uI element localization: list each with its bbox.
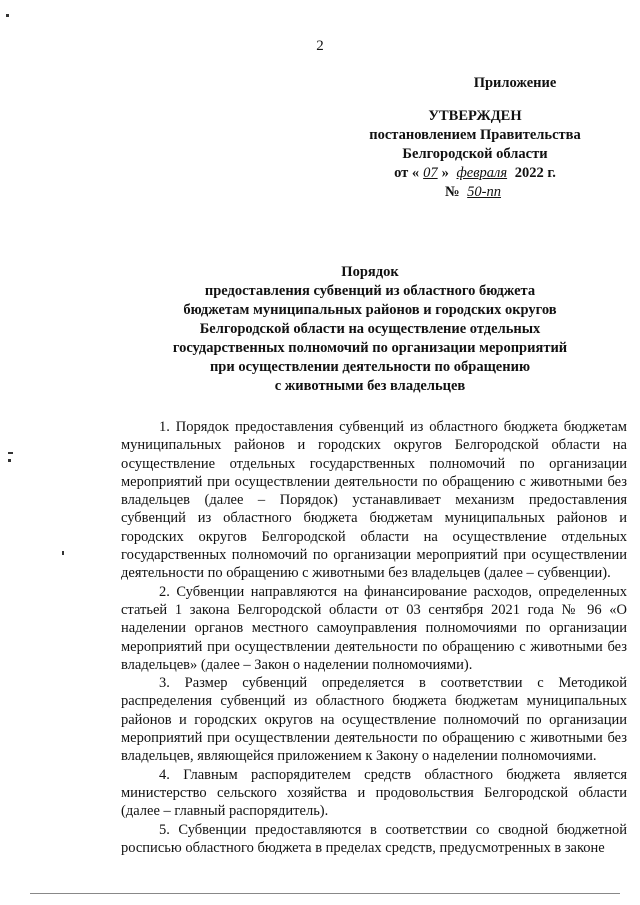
title-line: бюджетам муниципальных районов и городских округов [183,302,557,318]
approval-line-2: Белгородской области [402,146,548,162]
title-line: предоставления субвенций из областного бюджета [204,283,536,299]
title-line: Белгородской области на осуществление отдельных [199,321,541,337]
title-heading: Порядок [341,264,399,280]
approval-number [330,183,620,202]
scan-speck [8,452,13,454]
title-line: при осуществлении деятельности по обращению [209,359,531,375]
date-mid: » [441,165,449,181]
scan-speck [62,551,64,555]
approval-line-1: постановлением Правительства [369,127,581,143]
document-title [120,263,620,396]
title-line: с животными без владельцев [274,378,466,394]
date-day: 07 [423,165,438,181]
appendix-label: Приложение [473,75,557,91]
paragraph: 3. Размер субвенций определяется в соответствии с Методикой распределения субвенций из областного бюджета бюджетам муниципальных районов и городских округов на осуществление полномочий по организации мероприятий при осуществлении деятельности по обращению с животными без владельцев, являющейся приложением к Закону о наделении полномочиями. [121,675,627,765]
date-prefix: от « [394,165,420,181]
date-month: февраля [456,165,508,181]
page-number: 2 [316,38,324,54]
number-prefix: № [444,184,460,200]
paragraph: 2. Субвенции направляются на финансирование расходов, определенных статьей 1 закона Белгородской области от 03 сентября 2021 года № 96 «О наделении органов местного самоуправления полномочиями по организации мероприятий при осуществлении деятельности по обращению с животными без владельцев» (далее – Закон о наделении полномочиями). [121,583,627,673]
document-body [121,418,627,857]
approval-date [330,164,620,183]
date-year: 2022 г. [514,165,556,181]
number-value: 50-пп [467,184,502,200]
approval-block [330,74,620,202]
scan-speck [8,459,11,462]
paragraph: 5. Субвенции предоставляются в соответствии со сводной бюджетной росписью областного бюджета в пределах средств, предусмотренных в законе [121,821,627,856]
approved-label: УТВЕРЖДЕН [428,108,522,124]
scan-speck [6,14,9,17]
paragraph: 1. Порядок предоставления субвенций из областного бюджета бюджетам муниципальных районов и городских округов Белгородской области на осуществление отдельных государственных полномочий по организации мероприятий при осуществлении деятельности по обращению с животными без владельцев (далее – Порядок) устанавливает механизм предоставления субвенций из областного бюджета бюджетам муниципальных районов и городских округов Белгородской области на осуществление отдельных государственных полномочий по организации мероприятий при осуществлении деятельности по обращению с животными без владельцев (далее – субвенции). [121,419,627,582]
scan-bottom-edge [30,893,620,894]
title-line: государственных полномочий по организации мероприятий [172,340,568,356]
paragraph: 4. Главным распорядителем средств областного бюджета является министерство сельского хозяйства и продовольствия Белгородской области (далее – главный распорядитель). [121,766,627,820]
